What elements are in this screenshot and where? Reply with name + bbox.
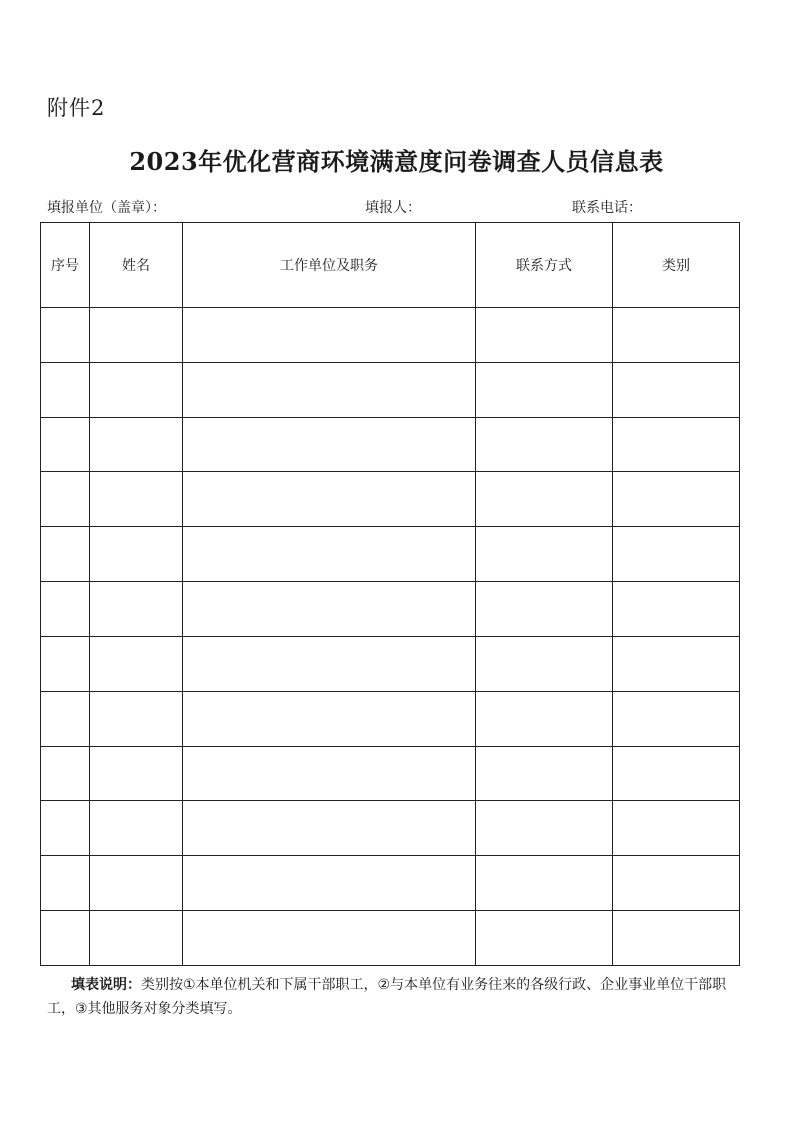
header-category: 类别 — [613, 223, 740, 308]
table-cell[interactable] — [183, 691, 476, 746]
table-cell[interactable] — [41, 417, 90, 472]
table-cell[interactable] — [41, 636, 90, 691]
table-cell[interactable] — [476, 362, 613, 417]
table-row — [41, 746, 740, 801]
table-cell[interactable] — [613, 911, 740, 966]
table-row — [41, 527, 740, 582]
fill-instructions-text: 类别按①本单位机关和下属干部职工，②与本单位有业务往来的各级行政、企业事业单位干部职工，③其他服务对象分类填写。 — [47, 977, 727, 1017]
table-cell[interactable] — [613, 746, 740, 801]
table-cell[interactable] — [183, 801, 476, 856]
table-cell[interactable] — [613, 582, 740, 637]
table-row — [41, 911, 740, 966]
personnel-info-table — [40, 222, 740, 966]
table-cell[interactable] — [90, 527, 183, 582]
table-cell[interactable] — [183, 582, 476, 637]
table-cell[interactable] — [476, 582, 613, 637]
table-cell[interactable] — [41, 691, 90, 746]
header-contact: 联系方式 — [476, 223, 613, 308]
table-cell[interactable] — [41, 911, 90, 966]
table-cell[interactable] — [476, 691, 613, 746]
table-cell[interactable] — [183, 856, 476, 911]
table-cell[interactable] — [90, 856, 183, 911]
table-row — [41, 801, 740, 856]
fill-unit-label: 填报单位（盖章）： — [47, 200, 166, 216]
table-cell[interactable] — [90, 691, 183, 746]
header-serial-number: 序号 — [41, 223, 90, 308]
fill-phone-label: 联系电话： — [572, 200, 642, 216]
table-cell[interactable] — [90, 636, 183, 691]
table-row — [41, 856, 740, 911]
table-cell[interactable] — [90, 362, 183, 417]
table-header-row — [41, 223, 740, 308]
table-body — [41, 308, 740, 966]
table-cell[interactable] — [613, 417, 740, 472]
table-cell[interactable] — [613, 362, 740, 417]
table-cell[interactable] — [41, 582, 90, 637]
table-cell[interactable] — [183, 417, 476, 472]
table-row — [41, 472, 740, 527]
table-cell[interactable] — [476, 472, 613, 527]
header-workplace-position: 工作单位及职务 — [183, 223, 476, 308]
table-cell[interactable] — [613, 636, 740, 691]
table-cell[interactable] — [183, 636, 476, 691]
table-cell[interactable] — [90, 746, 183, 801]
fill-instructions — [47, 973, 737, 1021]
table-cell[interactable] — [183, 362, 476, 417]
table-cell[interactable] — [613, 308, 740, 363]
table-cell[interactable] — [90, 308, 183, 363]
attachment-label: 附件2 — [47, 96, 106, 120]
table-cell[interactable] — [476, 308, 613, 363]
table-cell[interactable] — [476, 911, 613, 966]
table-cell[interactable] — [41, 856, 90, 911]
table-cell[interactable] — [41, 362, 90, 417]
table-cell[interactable] — [476, 417, 613, 472]
table-cell[interactable] — [90, 417, 183, 472]
table-cell[interactable] — [476, 746, 613, 801]
table-row — [41, 308, 740, 363]
table-cell[interactable] — [183, 911, 476, 966]
table-cell[interactable] — [90, 472, 183, 527]
table-cell[interactable] — [476, 636, 613, 691]
table-row — [41, 362, 740, 417]
table-cell[interactable] — [90, 582, 183, 637]
table-cell[interactable] — [183, 746, 476, 801]
table-cell[interactable] — [613, 801, 740, 856]
table-cell[interactable] — [41, 472, 90, 527]
table-cell[interactable] — [41, 527, 90, 582]
page-title: 2023年优化营商环境满意度问卷调查人员信息表 — [129, 147, 664, 176]
table-cell[interactable] — [476, 527, 613, 582]
table-row — [41, 636, 740, 691]
table-cell[interactable] — [613, 527, 740, 582]
table-cell[interactable] — [613, 856, 740, 911]
table-cell[interactable] — [613, 472, 740, 527]
table-cell[interactable] — [476, 801, 613, 856]
table-row — [41, 691, 740, 746]
table-cell[interactable] — [90, 911, 183, 966]
table-cell[interactable] — [183, 527, 476, 582]
table-row — [41, 417, 740, 472]
table-row — [41, 582, 740, 637]
table-cell[interactable] — [41, 801, 90, 856]
table-cell[interactable] — [613, 691, 740, 746]
table-cell[interactable] — [183, 472, 476, 527]
table-cell[interactable] — [41, 308, 90, 363]
table-cell[interactable] — [183, 308, 476, 363]
table-cell[interactable] — [90, 801, 183, 856]
table-cell[interactable] — [41, 746, 90, 801]
fill-person-label: 填报人： — [365, 200, 421, 216]
table-cell[interactable] — [476, 856, 613, 911]
fill-instructions-label: 填表说明： — [71, 977, 141, 993]
header-name: 姓名 — [90, 223, 183, 308]
